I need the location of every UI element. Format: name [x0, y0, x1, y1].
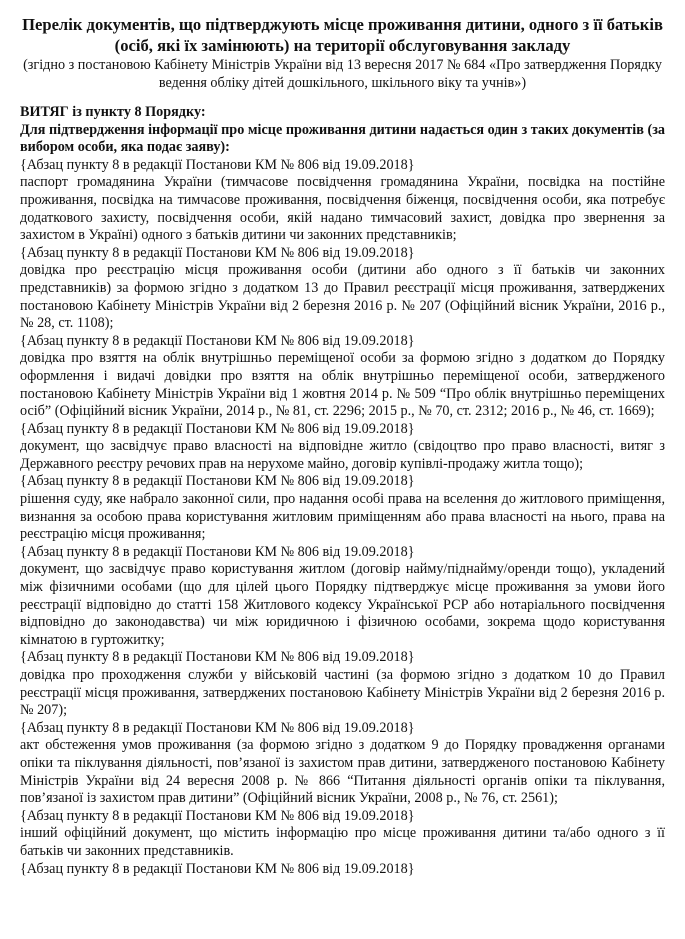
amendment-note: {Абзац пункту 8 в редакції Постанови КМ № 806 від 19.09.2018}: [20, 807, 415, 824]
list-item: довідка про взяття на облік внутрішньо переміщеної особи за формою згідно з додатком до Порядку оформлення і видачі довідки про взяття на облік внутрішньо переміщеної особи, затвердженого постановою Кабінету Міністрів України від 1 жовтня 2014 р. № 509 “Про облік внутрішньо переміщених осіб” (Офіційний вісник України, 2014 р., № 81, ст. 2296; 2015 р., № 70, ст. 2312; 2016 р., № 46, ст. 1669);: [20, 350, 665, 420]
document-subtitle: (згідно з постановою Кабінету Міністрів України від 13 вересня 2017 № 684 «Про затвердження Порядку ведення обліку дітей дошкільного, шкільного віку та учнів»): [23, 57, 662, 91]
amendment-note: {Абзац пункту 8 в редакції Постанови КМ № 806 від 19.09.2018}: [20, 649, 415, 666]
lead-paragraph: Для підтвердження інформації про місце проживання дитини надається один з таких документів (за вибором особи, яка подає заяву):: [20, 121, 665, 156]
list-item: паспорт громадянина України (тимчасове посвідчення громадянина України, посвідка на постійне проживання, посвідка на тимчасове проживання, посвідчення біженця, посвідчення особи, яка потребує додаткового захисту, посвідчення особи, якій надано тимчасовий захист, довідка про звернення за захистом в Україні) одного з батьків дитини чи законних представників;: [20, 174, 665, 244]
document-list: [20, 157, 665, 878]
list-item: документ, що засвідчує право власності на відповідне житло (свідоцтво про право власності, витяг з Державного реєстру речових прав на нерухоме майно, договір купівлі-продажу житла тощо);: [20, 438, 665, 472]
list-item: акт обстеження умов проживання (за формою згідно з додатком 9 до Порядку провадження органами опіки та піклування діяльності, пов’язаної із захистом прав дитини, затвердженого постановою Кабінету Міністрів України від 24 вересня 2008 р. № 866 “Питання діяльності органів опіки та піклування, пов’язаної із захистом прав дитини” (Офіційний вісник України, 2008 р., № 76, ст. 2561);: [20, 737, 665, 807]
amendment-note: {Абзац пункту 8 в редакції Постанови КМ № 806 від 19.09.2018}: [20, 473, 415, 490]
amendment-note: {Абзац пункту 8 в редакції Постанови КМ № 806 від 19.09.2018}: [20, 244, 415, 261]
amendment-note: {Абзац пункту 8 в редакції Постанови КМ № 806 від 19.09.2018}: [20, 860, 415, 877]
amendment-note: {Абзац пункту 8 в редакції Постанови КМ № 806 від 19.09.2018}: [20, 543, 415, 560]
list-item: документ, що засвідчує право користування житлом (договір найму/піднайму/оренди тощо), укладений між фізичними особами (що для цілей цього Порядку підтверджує місце проживання за умови його реєстрації відповідно до статті 158 Житлового кодексу Української РСР або нотаріального посвідчення відповідно до законодавства) чи між юридичною і фізичною особами, зокрема щодо користування кімнатою в гуртожитку;: [20, 561, 665, 648]
list-item: довідка про реєстрацію місця проживання особи (дитини або одного з її батьків чи законних представників) за формою згідно з додатком 13 до Правил реєстрації місця проживання, затверджених постановою Кабінету Міністрів України від 2 березня 2016 р. № 207 (Офіційний вісник України, 2016 р., № 28, ст. 1108);: [20, 262, 665, 332]
list-item: довідка про проходження служби у військовій частині (за формою згідно з додатком 10 до Правил реєстрації місця проживання, затверджених постановою Кабінету Міністрів України від 2 березня 2016 р. № 207);: [20, 667, 665, 719]
amendment-note: {Абзац пункту 8 в редакції Постанови КМ № 806 від 19.09.2018}: [20, 332, 415, 349]
document-title: Перелік документів, що підтверджують місце проживання дитини, одного з її батьків (осіб, які їх замінюють) на території обслуговування закладу: [22, 15, 663, 55]
amendment-note: {Абзац пункту 8 в редакції Постанови КМ № 806 від 19.09.2018}: [20, 719, 415, 736]
list-item: рішення суду, яке набрало законної сили, про надання особі права на вселення до житлового приміщення, визнання за особою права користування житловим приміщенням або права власності на нього, права на реєстрацію місця проживання;: [20, 491, 665, 543]
amendment-note: {Абзац пункту 8 в редакції Постанови КМ № 806 від 19.09.2018}: [20, 156, 415, 173]
amendment-note: {Абзац пункту 8 в редакції Постанови КМ № 806 від 19.09.2018}: [20, 420, 415, 437]
extract-label: ВИТЯГ із пункту 8 Порядку:: [20, 104, 206, 120]
list-item: інший офіційний документ, що містить інформацію про місце проживання дитини та/або одного з її батьків чи законних представників.: [20, 825, 665, 859]
